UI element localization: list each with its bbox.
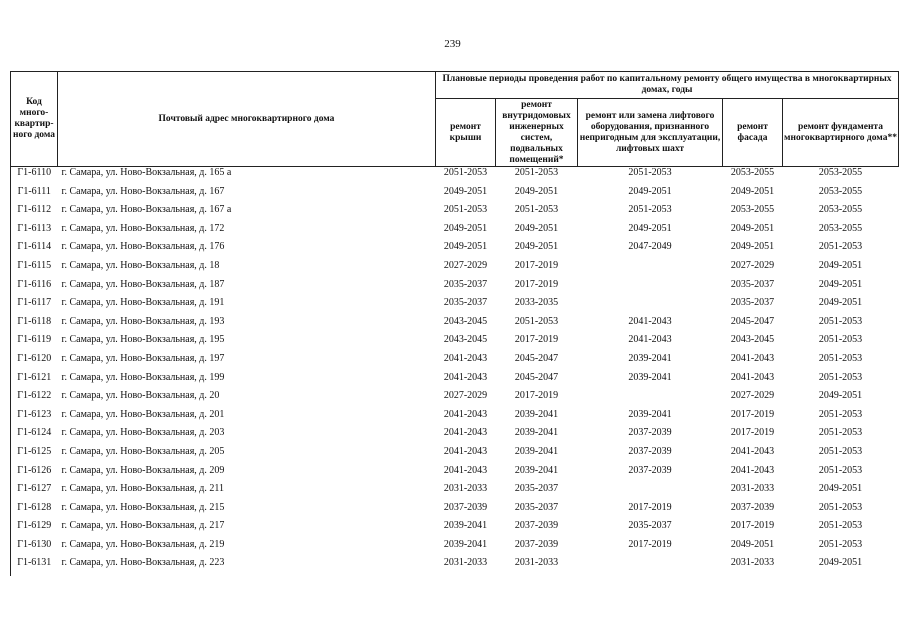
header-elevator: ремонт или замена лифтового оборудования, признанного непригодным для эксплуатации, лифтовых шахт [578, 99, 723, 167]
cell-facade: 2043-2045 [730, 334, 775, 346]
cell-code: Г1-6119 [11, 334, 58, 353]
cell-roof: 2041-2043 [443, 408, 488, 420]
cell-address: г. Самара, ул. Ново-Вокзальная, д. 215 [61, 501, 225, 513]
cell-foundation: 2049-2051 [818, 278, 863, 290]
cell-address: г. Самара, ул. Ново-Вокзальная, д. 172 [61, 222, 225, 234]
cell-systems: 2039-2041 [514, 464, 559, 476]
cell-elevator: 2049-2051 [628, 222, 672, 234]
header-foundation: ремонт фундамента многоквартирного дома** [783, 99, 899, 167]
cell-facade: 2041-2043 [730, 371, 775, 383]
cell-roof: 2043-2045 [443, 315, 488, 327]
cell-elevator: 2039-2041 [628, 352, 672, 364]
cell-roof: 2041-2043 [443, 464, 488, 476]
cell-elevator: 2041-2043 [628, 334, 672, 346]
cell-elevator: 2039-2041 [628, 371, 672, 383]
cell-facade: 2037-2039 [730, 501, 775, 513]
cell-code: Г1-6128 [11, 502, 58, 521]
cell-systems: 2039-2041 [514, 445, 559, 457]
cell-elevator: 2035-2037 [628, 520, 672, 532]
cell-systems: 2049-2051 [514, 241, 559, 253]
cell-code: Г1-6122 [11, 390, 58, 409]
cell-roof: 2035-2037 [443, 297, 488, 309]
cell-address: г. Самара, ул. Ново-Вокзальная, д. 165 а [61, 167, 232, 178]
header-group: Плановые периоды проведения работ по капитальному ремонту общего имущества в многоквартирных домах, годы [436, 72, 899, 99]
cell-address: г. Самара, ул. Ново-Вокзальная, д. 217 [61, 520, 225, 532]
cell-foundation: 2051-2053 [818, 445, 863, 457]
cell-roof: 2035-2037 [443, 278, 488, 290]
cell-facade: 2035-2037 [730, 278, 775, 290]
cell-roof: 2051-2053 [443, 204, 488, 216]
cell-systems: 2045-2047 [514, 352, 559, 364]
cell-systems: 2037-2039 [514, 538, 559, 550]
cell-code: Г1-6113 [11, 223, 58, 242]
cell-address: г. Самара, ул. Ново-Вокзальная, д. 195 [61, 334, 225, 346]
cell-code: Г1-6123 [11, 409, 58, 428]
cell-systems: 2049-2051 [514, 222, 559, 234]
table-row [11, 223, 899, 242]
table-row [11, 279, 899, 298]
cell-systems: 2033-2035 [514, 297, 559, 309]
cell-roof: 2041-2043 [443, 427, 488, 439]
cell-roof: 2027-2029 [443, 390, 488, 402]
cell-address: г. Самара, ул. Ново-Вокзальная, д. 223 [61, 557, 225, 569]
cell-roof: 2031-2033 [443, 483, 488, 495]
cell-code: Г1-6118 [11, 316, 58, 335]
cell-roof: 2037-2039 [443, 501, 488, 513]
cell-facade: 2045-2047 [730, 315, 775, 327]
cell-systems: 2051-2053 [514, 204, 559, 216]
table-row [11, 520, 899, 539]
cell-roof: 2041-2043 [443, 445, 488, 457]
cell-systems: 2039-2041 [514, 408, 559, 420]
table-row [11, 241, 899, 260]
cell-facade: 2027-2029 [730, 390, 775, 402]
table-row [11, 446, 899, 465]
cell-code: Г1-6126 [11, 465, 58, 484]
cell-code: Г1-6131 [11, 557, 58, 576]
cell-systems: 2017-2019 [514, 334, 559, 346]
cell-foundation: 2051-2053 [818, 408, 863, 420]
cell-foundation: 2051-2053 [818, 538, 863, 550]
cell-address: г. Самара, ул. Ново-Вокзальная, д. 176 [61, 241, 225, 253]
cell-systems: 2035-2037 [514, 483, 559, 495]
page-number: 239 [444, 38, 461, 50]
cell-facade: 2017-2019 [730, 520, 775, 532]
cell-code: Г1-6117 [11, 297, 58, 316]
cell-elevator: 2039-2041 [628, 408, 672, 420]
cell-facade: 2053-2055 [730, 204, 775, 216]
cell-elevator [578, 297, 723, 316]
cell-address: г. Самара, ул. Ново-Вокзальная, д. 193 [61, 315, 225, 327]
cell-systems: 2035-2037 [514, 501, 559, 513]
table-row [11, 483, 899, 502]
table-row [11, 390, 899, 409]
cell-code: Г1-6127 [11, 483, 58, 502]
cell-foundation: 2053-2055 [818, 167, 863, 178]
cell-code: Г1-6112 [11, 204, 58, 223]
cell-facade: 2049-2051 [730, 222, 775, 234]
cell-facade: 2031-2033 [730, 557, 775, 569]
header-roof: ремонт крыши [436, 99, 496, 167]
cell-address: г. Самара, ул. Ново-Вокзальная, д. 219 [61, 538, 225, 550]
cell-address: г. Самара, ул. Ново-Вокзальная, д. 18 [61, 259, 220, 271]
cell-elevator: 2041-2043 [628, 315, 672, 327]
cell-systems: 2051-2053 [514, 167, 559, 178]
cell-foundation: 2051-2053 [818, 464, 863, 476]
cell-code: Г1-6120 [11, 353, 58, 372]
cell-address: г. Самара, ул. Ново-Вокзальная, д. 209 [61, 464, 225, 476]
cell-systems: 2039-2041 [514, 427, 559, 439]
header-code: Код много-квартир-ного дома [11, 72, 58, 167]
cell-address: г. Самара, ул. Ново-Вокзальная, д. 199 [61, 371, 225, 383]
cell-elevator [578, 279, 723, 298]
cell-address: г. Самара, ул. Ново-Вокзальная, д. 205 [61, 445, 225, 457]
cell-address: г. Самара, ул. Ново-Вокзальная, д. 167 [61, 185, 225, 197]
cell-roof: 2031-2033 [443, 557, 488, 569]
cell-foundation: 2049-2051 [818, 259, 863, 271]
table-body [11, 167, 899, 577]
cell-elevator: 2051-2053 [628, 167, 672, 178]
cell-elevator: 2037-2039 [628, 445, 672, 457]
cell-code: Г1-6115 [11, 260, 58, 279]
cell-systems: 2017-2019 [514, 278, 559, 290]
cell-foundation: 2049-2051 [818, 297, 863, 309]
cell-systems: 2031-2033 [514, 557, 559, 569]
cell-foundation: 2053-2055 [818, 204, 863, 216]
cell-code: Г1-6114 [11, 241, 58, 260]
cell-foundation: 2051-2053 [818, 352, 863, 364]
cell-roof: 2049-2051 [443, 241, 488, 253]
cell-address: г. Самара, ул. Ново-Вокзальная, д. 187 [61, 278, 225, 290]
cell-facade: 2049-2051 [730, 241, 775, 253]
table-row [11, 465, 899, 484]
cell-facade: 2041-2043 [730, 445, 775, 457]
cell-systems: 2017-2019 [514, 390, 559, 402]
cell-roof: 2041-2043 [443, 371, 488, 383]
table-row [11, 539, 899, 558]
table-row [11, 409, 899, 428]
cell-foundation: 2049-2051 [818, 557, 863, 569]
cell-foundation: 2051-2053 [818, 334, 863, 346]
cell-address: г. Самара, ул. Ново-Вокзальная, д. 203 [61, 427, 225, 439]
table-row [11, 372, 899, 391]
cell-systems: 2045-2047 [514, 371, 559, 383]
cell-foundation: 2051-2053 [818, 241, 863, 253]
cell-elevator [578, 390, 723, 409]
cell-address: г. Самара, ул. Ново-Вокзальная, д. 20 [61, 390, 220, 402]
header-address: Почтовый адрес многоквартирного дома [58, 72, 436, 167]
cell-foundation: 2051-2053 [818, 501, 863, 513]
cell-facade: 2031-2033 [730, 483, 775, 495]
cell-facade: 2017-2019 [730, 427, 775, 439]
table-row [11, 316, 899, 335]
cell-foundation: 2051-2053 [818, 520, 863, 532]
table-header [11, 72, 899, 167]
cell-elevator: 2049-2051 [628, 185, 672, 197]
cell-address: г. Самара, ул. Ново-Вокзальная, д. 167 а [61, 204, 232, 216]
cell-systems: 2051-2053 [514, 315, 559, 327]
cell-address: г. Самара, ул. Ново-Вокзальная, д. 191 [61, 297, 225, 309]
capital-repair-table [10, 71, 899, 576]
cell-facade: 2049-2051 [730, 185, 775, 197]
table-row [11, 334, 899, 353]
cell-elevator: 2051-2053 [628, 204, 672, 216]
cell-roof: 2039-2041 [443, 538, 488, 550]
cell-elevator: 2017-2019 [628, 501, 672, 513]
cell-foundation: 2051-2053 [818, 427, 863, 439]
cell-elevator: 2037-2039 [628, 427, 672, 439]
cell-foundation: 2051-2053 [818, 315, 863, 327]
cell-facade: 2041-2043 [730, 352, 775, 364]
cell-facade: 2049-2051 [730, 538, 775, 550]
cell-facade: 2035-2037 [730, 297, 775, 309]
cell-foundation: 2049-2051 [818, 483, 863, 495]
cell-foundation: 2051-2053 [818, 371, 863, 383]
cell-code: Г1-6130 [11, 539, 58, 558]
cell-address: г. Самара, ул. Ново-Вокзальная, д. 201 [61, 408, 225, 420]
table-row [11, 353, 899, 372]
cell-foundation: 2053-2055 [818, 222, 863, 234]
cell-roof: 2049-2051 [443, 222, 488, 234]
cell-elevator [578, 483, 723, 502]
cell-elevator: 2047-2049 [628, 241, 672, 253]
cell-roof: 2039-2041 [443, 520, 488, 532]
table-row [11, 186, 899, 205]
cell-systems: 2037-2039 [514, 520, 559, 532]
cell-address: г. Самара, ул. Ново-Вокзальная, д. 197 [61, 352, 225, 364]
cell-roof: 2027-2029 [443, 259, 488, 271]
cell-roof: 2043-2045 [443, 334, 488, 346]
cell-systems: 2017-2019 [514, 259, 559, 271]
cell-roof: 2049-2051 [443, 185, 488, 197]
table-row [11, 167, 899, 186]
cell-address: г. Самара, ул. Ново-Вокзальная, д. 211 [61, 483, 225, 495]
header-systems: ремонт внутридомовых инженерных систем, подвальных помещений* [496, 99, 578, 167]
cell-code: Г1-6110 [11, 167, 58, 186]
cell-code: Г1-6125 [11, 446, 58, 465]
cell-elevator [578, 557, 723, 576]
cell-code: Г1-6124 [11, 427, 58, 446]
cell-code: Г1-6116 [11, 279, 58, 298]
cell-roof: 2041-2043 [443, 352, 488, 364]
table-row [11, 260, 899, 279]
cell-foundation: 2049-2051 [818, 390, 863, 402]
cell-foundation: 2053-2055 [818, 185, 863, 197]
cell-systems: 2049-2051 [514, 185, 559, 197]
table-row [11, 427, 899, 446]
cell-code: Г1-6121 [11, 372, 58, 391]
cell-facade: 2041-2043 [730, 464, 775, 476]
cell-elevator [578, 260, 723, 279]
table-row [11, 204, 899, 223]
cell-facade: 2017-2019 [730, 408, 775, 420]
table-row [11, 557, 899, 576]
header-facade: ремонт фасада [723, 99, 783, 167]
table-row [11, 297, 899, 316]
cell-facade: 2053-2055 [730, 167, 775, 178]
cell-elevator: 2017-2019 [628, 538, 672, 550]
cell-code: Г1-6111 [11, 186, 58, 205]
cell-code: Г1-6129 [11, 520, 58, 539]
cell-roof: 2051-2053 [443, 167, 488, 178]
cell-facade: 2027-2029 [730, 259, 775, 271]
cell-elevator: 2037-2039 [628, 464, 672, 476]
table-row [11, 502, 899, 521]
